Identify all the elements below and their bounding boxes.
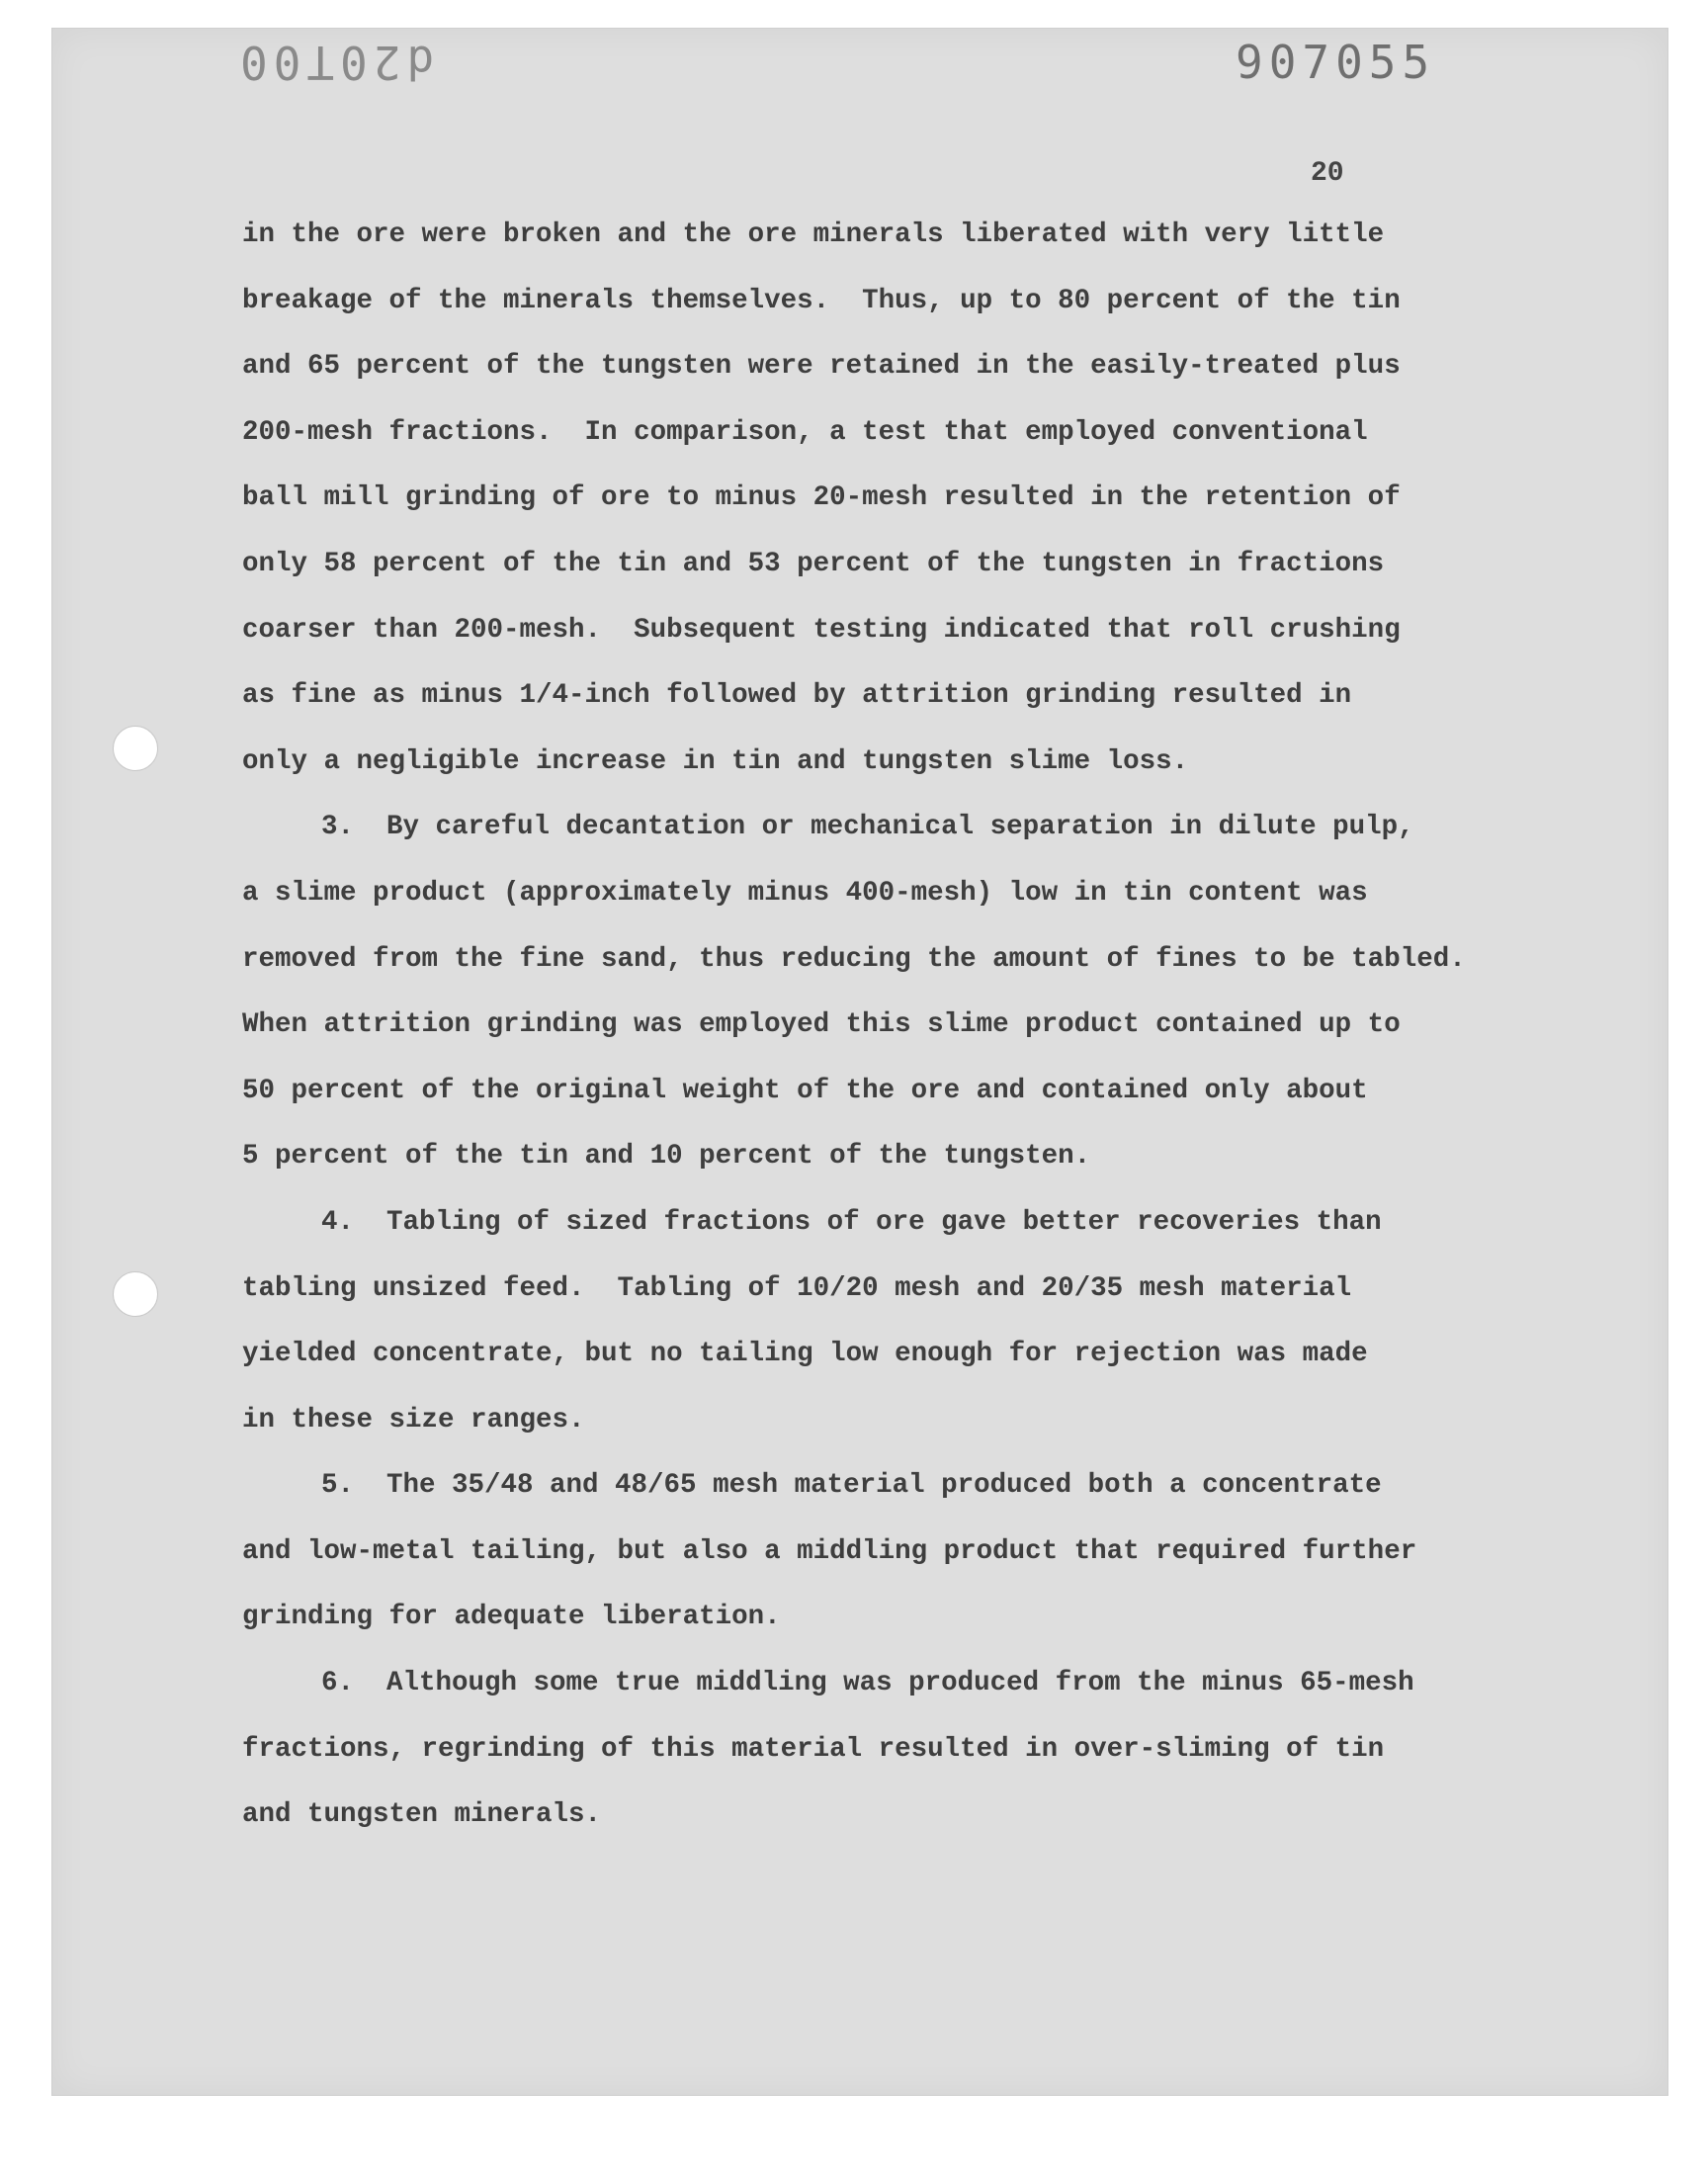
text-line: in the ore were broken and the ore minerals liberated with very little (242, 219, 1385, 250)
text-line: a slime product (approximately minus 400-mesh) low in tin content was (242, 877, 1368, 909)
text-line: tabling unsized feed. Tabling of 10/20 mesh and 20/35 mesh material (242, 1272, 1352, 1304)
text-line: breakage of the minerals themselves. Thus, up to 80 percent of the tin (242, 285, 1401, 316)
text-line: ball mill grinding of ore to minus 20-mesh resulted in the retention of (242, 482, 1401, 514)
document-body (242, 203, 1527, 1849)
punch-hole-bottom (113, 1271, 158, 1317)
text-line-paragraph-6: 6. Although some true middling was produced from the minus 65-mesh (321, 1668, 1414, 1699)
text-line: When attrition grinding was employed this slime product contained up to (242, 1009, 1401, 1041)
text-line: and low-metal tailing, but also a middling product that required further (242, 1535, 1417, 1567)
text-line: in these size ranges. (242, 1404, 585, 1436)
text-line: and tungsten minerals. (242, 1799, 602, 1831)
document-stamp-left: d20T00 (234, 36, 435, 89)
text-line: only a negligible increase in tin and tungsten slime loss. (242, 745, 1189, 777)
text-line: only 58 percent of the tin and 53 percent of the tungsten in fractions (242, 548, 1385, 579)
text-line: and 65 percent of the tungsten were retained in the easily-treated plus (242, 351, 1401, 383)
text-line: fractions, regrinding of this material resulted in over-sliming of tin (242, 1733, 1385, 1765)
document-stamp-right: 907055 (1236, 36, 1436, 89)
text-line: grinding for adequate liberation. (242, 1602, 781, 1633)
text-line: coarser than 200-mesh. Subsequent testing indicated that roll crushing (242, 614, 1401, 646)
text-line-paragraph-5: 5. The 35/48 and 48/65 mesh material produced both a concentrate (321, 1470, 1382, 1502)
text-line: 50 percent of the original weight of the ore and contained only about (242, 1075, 1368, 1106)
text-line-paragraph-3: 3. By careful decantation or mechanical separation in dilute pulp, (321, 812, 1414, 843)
punch-hole-top (113, 726, 158, 771)
text-line-paragraph-4: 4. Tabling of sized fractions of ore gave better recoveries than (321, 1206, 1382, 1238)
text-line: yielded concentrate, but no tailing low enough for rejection was made (242, 1339, 1368, 1370)
text-line: 200-mesh fractions. In comparison, a test that employed conventional (242, 416, 1368, 448)
text-line: removed from the fine sand, thus reducing the amount of fines to be tabled. (242, 943, 1466, 975)
page-number: 20 (1311, 158, 1344, 189)
text-line: as fine as minus 1/4-inch followed by attrition grinding resulted in (242, 680, 1352, 712)
text-line: 5 percent of the tin and 10 percent of the tungsten. (242, 1141, 1091, 1173)
